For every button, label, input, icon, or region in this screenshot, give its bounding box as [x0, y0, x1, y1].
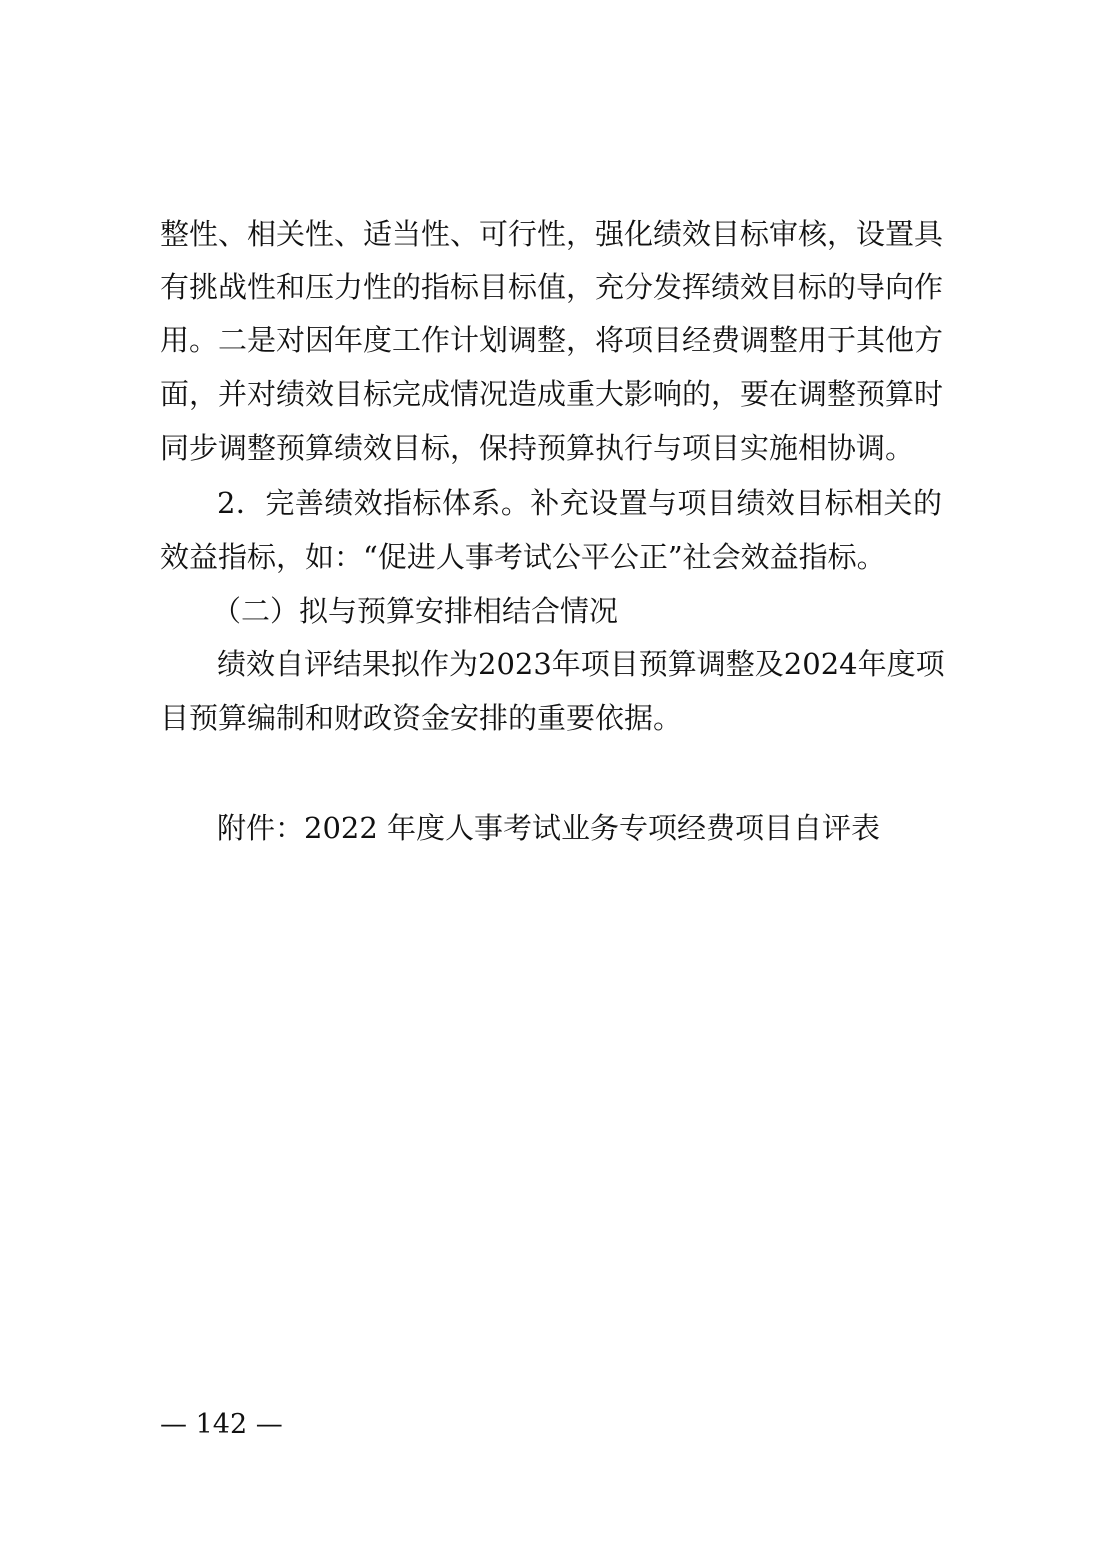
- paragraph-1-line-3: 用。二是对因年度工作计划调整，将项目经费调整用于其他方: [160, 323, 944, 357]
- paragraph-1-line-1: 整性、相关性、适当性、可行性，强化绩效目标审核，设置具: [160, 217, 944, 251]
- attachment-note: 附件：2022 年度人事考试业务专项经费项目自评表: [217, 811, 881, 845]
- section-heading: （二）拟与预算安排相结合情况: [212, 594, 619, 628]
- paragraph-1-line-4: 面，并对绩效目标完成情况造成重大影响的，要在调整预算时: [160, 377, 944, 411]
- paragraph-1-line-2: 有挑战性和压力性的指标目标值，充分发挥绩效目标的导向作: [160, 270, 944, 304]
- paragraph-2-line-1: 2．完善绩效指标体系。补充设置与项目绩效目标相关的: [217, 486, 942, 520]
- paragraph-2-line-2: 效益指标，如：“促进人事考试公平公正”社会效益指标。: [160, 540, 886, 574]
- paragraph-3-line-2: 目预算编制和财政资金安排的重要依据。: [160, 701, 683, 735]
- paragraph-1-line-5: 同步调整预算绩效目标，保持预算执行与项目实施相协调。: [160, 431, 915, 465]
- paragraph-3-line-1: 绩效自评结果拟作为2023年项目预算调整及2024年度项: [217, 647, 945, 681]
- page-number: — 142 —: [160, 1409, 283, 1440]
